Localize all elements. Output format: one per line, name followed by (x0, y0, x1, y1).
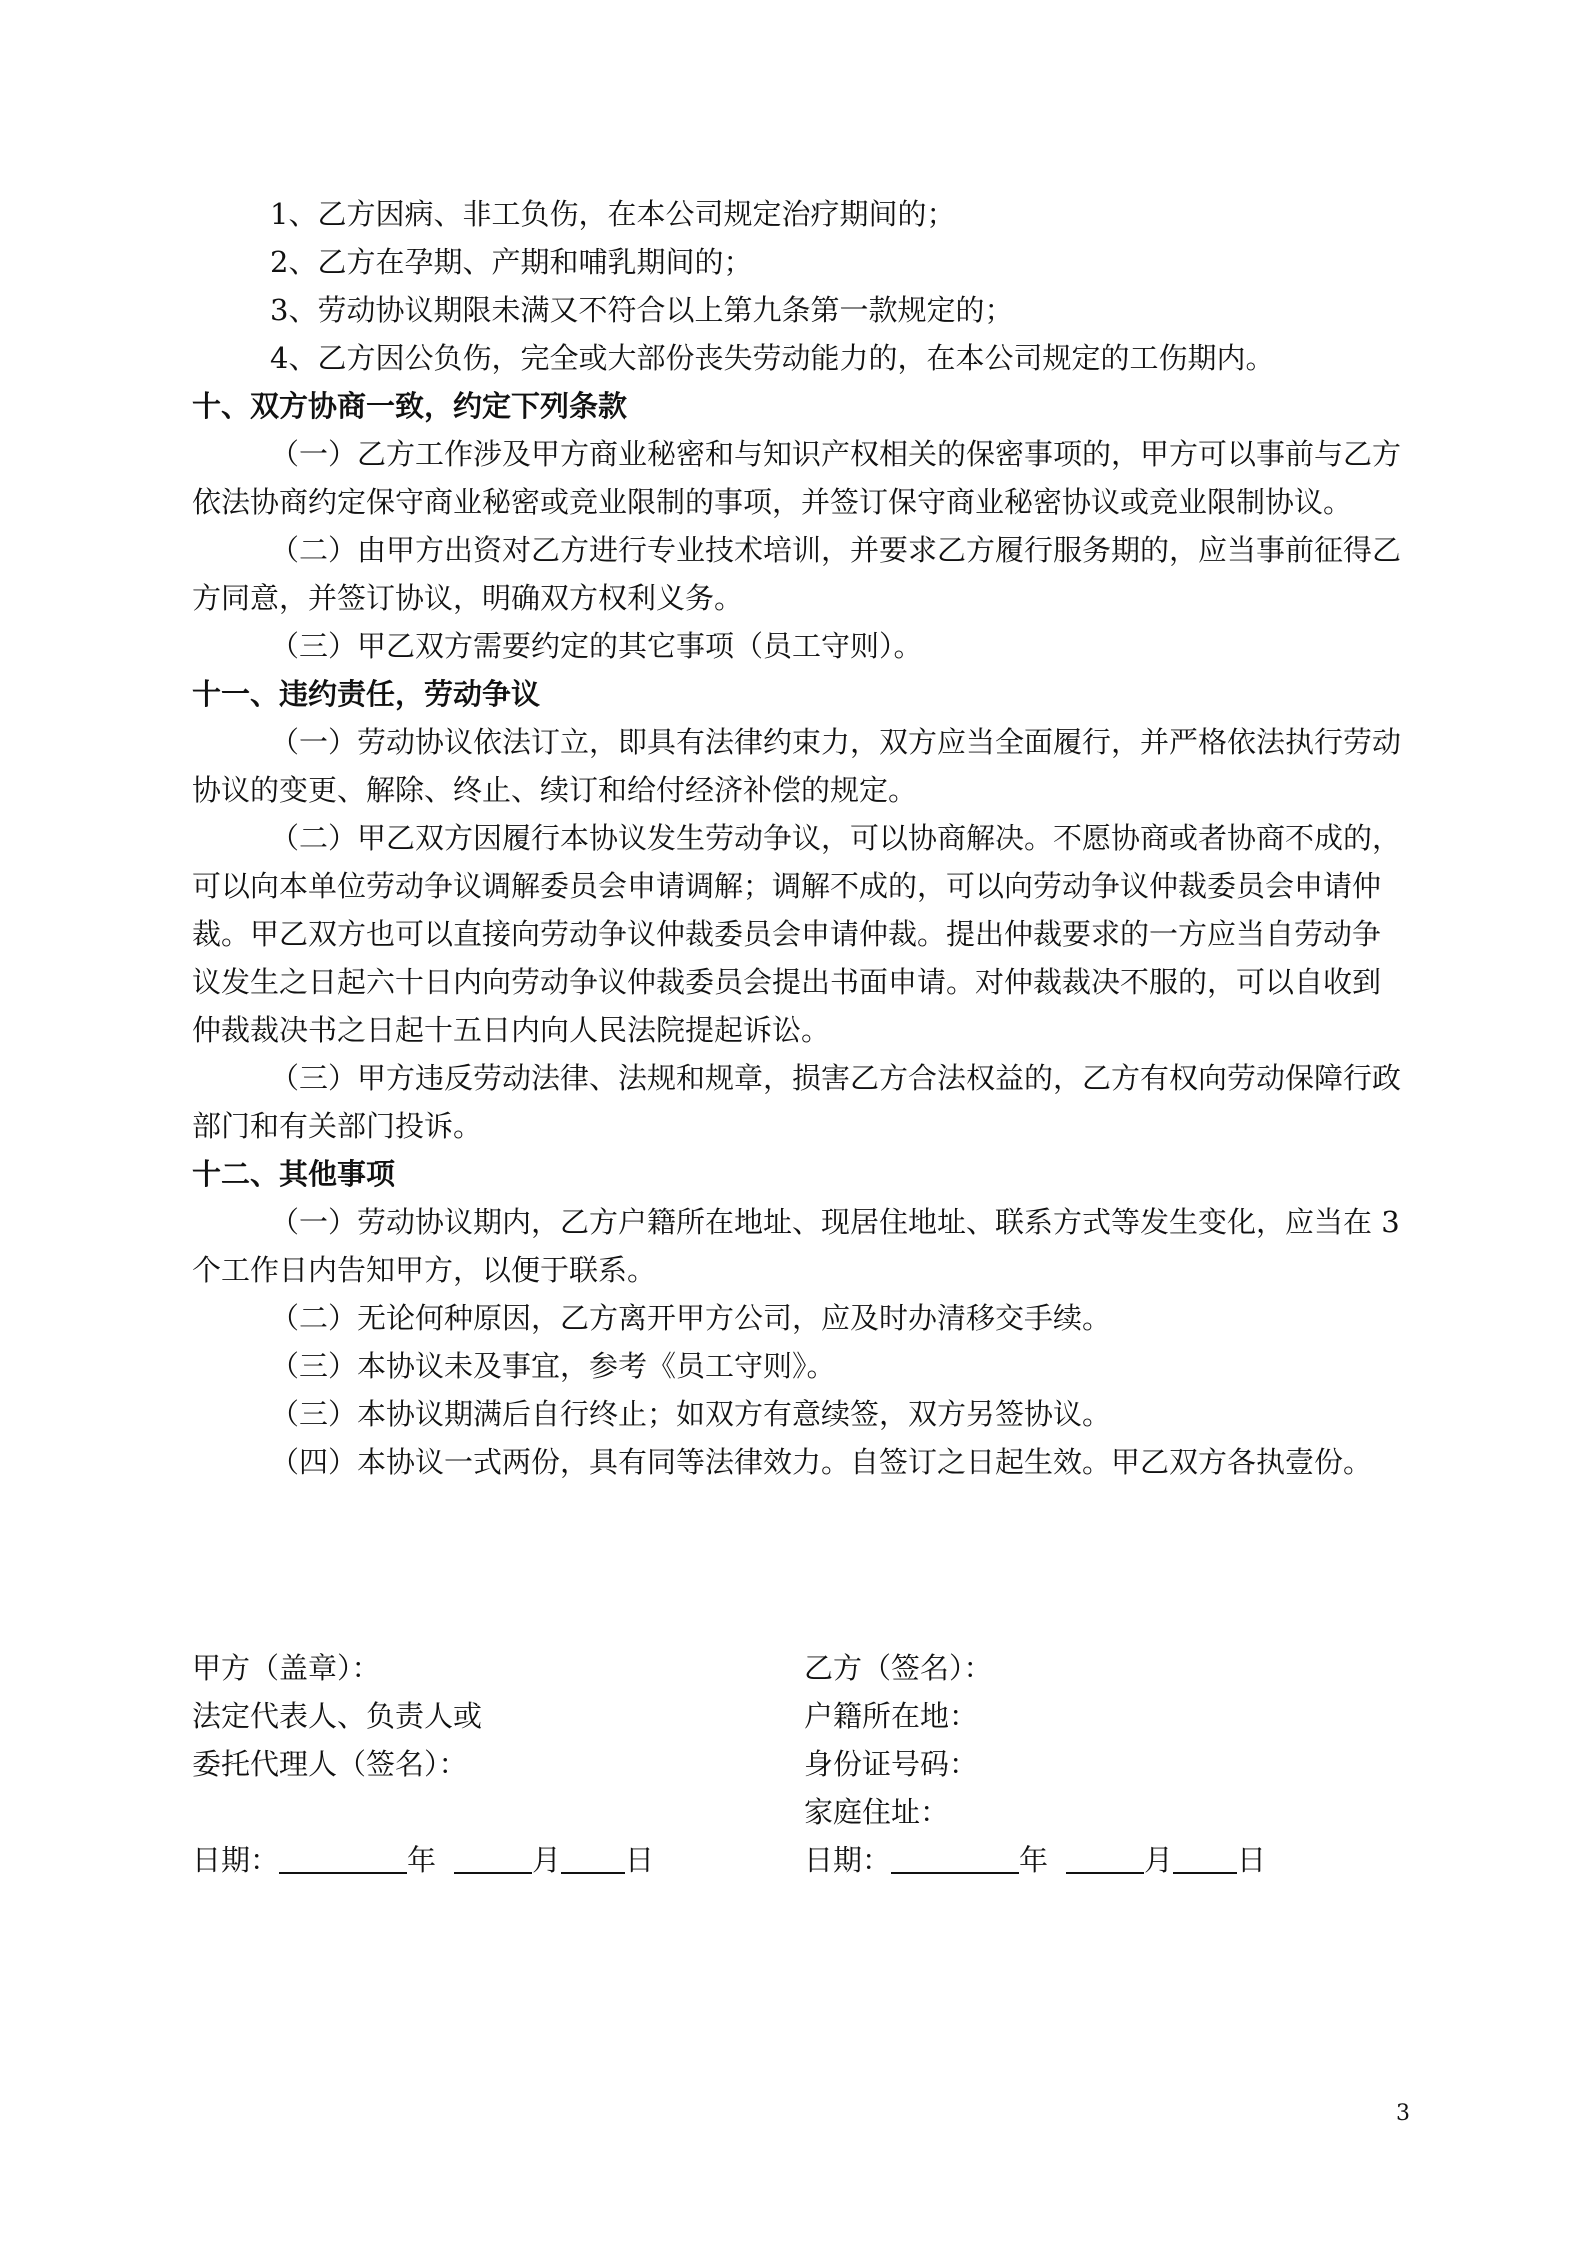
day-label: 日 (1237, 1843, 1267, 1877)
year-label: 年 (407, 1843, 437, 1877)
party-b-hukou-label: 户籍所在地： (804, 1699, 979, 1733)
clause-paragraph: （三）甲方违反劳动法律、法规和规章，损害乙方合法权益的，乙方有权向劳动保障行政部门和有关部门投诉。 (192, 1061, 1402, 1143)
month-label: 月 (1144, 1843, 1174, 1877)
day-blank[interactable] (561, 1842, 625, 1874)
party-a-spacer (192, 1788, 654, 1836)
date-label: 日期： (192, 1843, 280, 1877)
party-b-date-line (804, 1836, 1266, 1884)
clause-paragraph: （二）无论何种原因，乙方离开甲方公司，应及时办清移交手续。 (270, 1301, 1112, 1335)
contract-body (192, 190, 1402, 1486)
clause-paragraph: （一）劳动协议依法订立，即具有法律约束力，双方应当全面履行，并严格依法执行劳动协议的变更、解除、终止、续订和给付经济补偿的规定。 (192, 725, 1402, 807)
section-heading: 十二、其他事项 (192, 1157, 396, 1191)
month-blank[interactable] (454, 1842, 532, 1874)
clause-paragraph: （三）甲乙双方需要约定的其它事项（员工守则）。 (270, 629, 923, 663)
year-label: 年 (1019, 1843, 1049, 1877)
day-label: 日 (625, 1843, 655, 1877)
party-b-home-label: 家庭住址： (804, 1795, 950, 1829)
party-b-signature (804, 1644, 1266, 1884)
clause-paragraph: （一）乙方工作涉及甲方商业秘密和与知识产权相关的保密事项的，甲方可以事前与乙方依法协商约定保守商业秘密或竞业限制的事项，并签订保守商业秘密协议或竞业限制协议。 (192, 437, 1402, 519)
clause-item: 1、乙方因病、非工负伤，在本公司规定治疗期间的； (270, 197, 956, 231)
clause-item: 2、乙方在孕期、产期和哺乳期间的； (270, 245, 753, 279)
section-heading: 十、双方协商一致，约定下列条款 (192, 389, 628, 423)
month-label: 月 (532, 1843, 562, 1877)
party-a-agent-label: 委托代理人（签名）： (192, 1747, 468, 1781)
day-blank[interactable] (1173, 1842, 1237, 1874)
date-label: 日期： (804, 1843, 892, 1877)
party-b-id-label: 身份证号码： (804, 1747, 979, 1781)
clause-paragraph: （三）本协议未及事宜，参考《员工守则》。 (270, 1349, 836, 1383)
section-heading: 十一、违约责任，劳动争议 (192, 677, 541, 711)
clause-paragraph: （二）甲乙双方因履行本协议发生劳动争议，可以协商解决。不愿协商或者协商不成的，可以向本单位劳动争议调解委员会申请调解；调解不成的，可以向劳动争议仲裁委员会申请仲裁。甲乙双方也可以直接向劳动争议仲裁委员会申请仲裁。提出仲裁要求的一方应当自劳动争议发生之日起六十日内向劳动争议仲裁委员会提出书面申请。对仲裁裁决不服的，可以自收到仲裁裁决书之日起十五日内向人民法院提起诉讼。 (192, 821, 1402, 1047)
clause-item: 3、劳动协议期限未满又不符合以上第九条第一款规定的； (270, 293, 1014, 327)
party-a-rep-label: 法定代表人、负责人或 (192, 1699, 483, 1733)
party-a-signature (192, 1644, 654, 1884)
year-blank[interactable] (891, 1842, 1019, 1874)
clause-paragraph: （四）本协议一式两份，具有同等法律效力。自签订之日起生效。甲乙双方各执壹份。 (270, 1445, 1373, 1479)
clause-item: 4、乙方因公负伤，完全或大部份丧失劳动能力的，在本公司规定的工伤期内。 (270, 341, 1275, 375)
month-blank[interactable] (1066, 1842, 1144, 1874)
clause-paragraph: （二）由甲方出资对乙方进行专业技术培训，并要求乙方履行服务期的，应当事前征得乙方同意，并签订协议，明确双方权利义务。 (192, 533, 1402, 615)
page-number: 3 (1396, 2101, 1410, 2126)
party-a-date-line (192, 1836, 654, 1884)
year-blank[interactable] (279, 1842, 407, 1874)
clause-paragraph: （三）本协议期满后自行终止；如双方有意续签，双方另签协议。 (270, 1397, 1112, 1431)
party-a-seal-label: 甲方（盖章）： (192, 1651, 381, 1685)
party-b-sign-label: 乙方（签名）： (804, 1651, 993, 1685)
clause-paragraph: （一）劳动协议期内，乙方户籍所在地址、现居住地址、联系方式等发生变化，应当在 3 个工作日内告知甲方，以便于联系。 (192, 1205, 1400, 1287)
